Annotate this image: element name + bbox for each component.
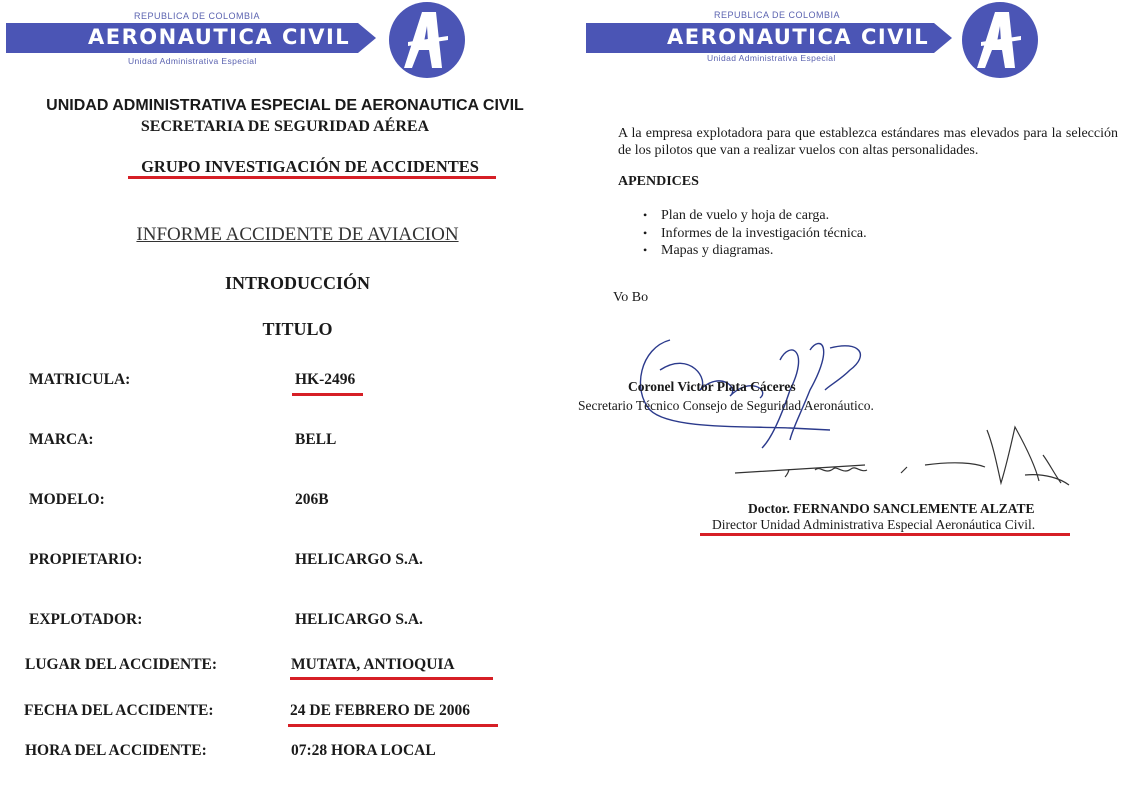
field-label-marca: MARCA: (29, 431, 94, 448)
matricula-underline (292, 393, 363, 396)
signer-1-name: Coronel Victor Plata Cáceres (628, 379, 796, 394)
appendices-list (637, 208, 867, 261)
list-item: • Plan de vuelo y hoja de carga. (643, 208, 830, 223)
letterhead (0, 0, 560, 80)
aerocivil-logo-icon (386, 0, 468, 82)
signer-1-title: Secretario Técnico Consejo de Seguridad Aeronáutico. (578, 398, 874, 413)
org-line-1: UNIDAD ADMINISTRATIVA ESPECIAL DE AERONAUTICA CIVIL (46, 97, 524, 114)
letterhead-right (565, 0, 1124, 80)
lugar-underline (290, 677, 493, 680)
signer-2-underline (700, 533, 1070, 536)
group-underline (128, 176, 496, 179)
field-label-hora: HORA DEL ACCIDENTE: (25, 742, 207, 759)
intro-heading: INTRODUCCIÓN (224, 273, 370, 293)
org-line-2: SECRETARIA DE SEGURIDAD AÉREA (140, 118, 430, 135)
letterhead-agency: AERONAUTICA CIVIL (667, 25, 930, 49)
report-title: INFORME ACCIDENTE DE AVIACION (136, 224, 459, 245)
field-label-propietario: PROPIETARIO: (29, 551, 143, 568)
field-label-matricula: MATRICULA: (29, 371, 131, 388)
field-label-explotador: EXPLOTADOR: (29, 611, 143, 628)
field-label-fecha: FECHA DEL ACCIDENTE: (24, 702, 214, 719)
field-value-propietario: HELICARGO S.A. (295, 551, 423, 568)
field-label-modelo: MODELO: (29, 491, 105, 508)
list-item: • Informes de la investigación técnica. (643, 225, 867, 241)
report-cover-page (0, 0, 560, 787)
letterhead-subtitle: Unidad Administrativa Especial (707, 53, 836, 63)
appendices-title: APENDICES (618, 174, 699, 189)
field-value-explotador: HELICARGO S.A. (295, 611, 423, 628)
field-value-lugar: MUTATA, ANTIOQUIA (291, 656, 455, 673)
signer-2-name: Doctor. FERNANDO SANCLEMENTE ALZATE (748, 501, 1035, 516)
recommendation-text: A la empresa explotadora para que establezca estándares mas elevados para la selección de los pilotos que van a realizar vuelos con altas personalidades. (618, 126, 1118, 158)
field-value-matricula: HK-2496 (295, 371, 356, 388)
titulo-heading: TITULO (262, 319, 333, 339)
group-heading: GRUPO INVESTIGACIÓN DE ACCIDENTES (141, 157, 479, 176)
fecha-underline (288, 724, 498, 727)
field-value-hora: 07:28 HORA LOCAL (291, 742, 436, 759)
signer-2-title: Director Unidad Administrativa Especial Aeronáutica Civil. (712, 517, 1036, 532)
field-value-modelo: 206B (295, 491, 329, 508)
signature-2 (725, 415, 1105, 495)
letterhead-country: REPUBLICA DE COLOMBIA (134, 11, 261, 21)
letterhead-subtitle: Unidad Administrativa Especial (128, 56, 257, 66)
vobo-label: Vo Bo (613, 290, 649, 305)
field-label-lugar: LUGAR DEL ACCIDENTE: (25, 656, 218, 673)
aerocivil-logo-icon (960, 0, 1040, 80)
list-item: • Mapas y diagramas. (643, 243, 774, 258)
report-signature-page (565, 0, 1124, 787)
field-value-marca: BELL (295, 431, 337, 448)
field-value-fecha: 24 DE FEBRERO DE 2006 (290, 702, 470, 719)
letterhead-agency: AERONAUTICA CIVIL (88, 25, 351, 49)
letterhead-country: REPUBLICA DE COLOMBIA (714, 10, 841, 20)
